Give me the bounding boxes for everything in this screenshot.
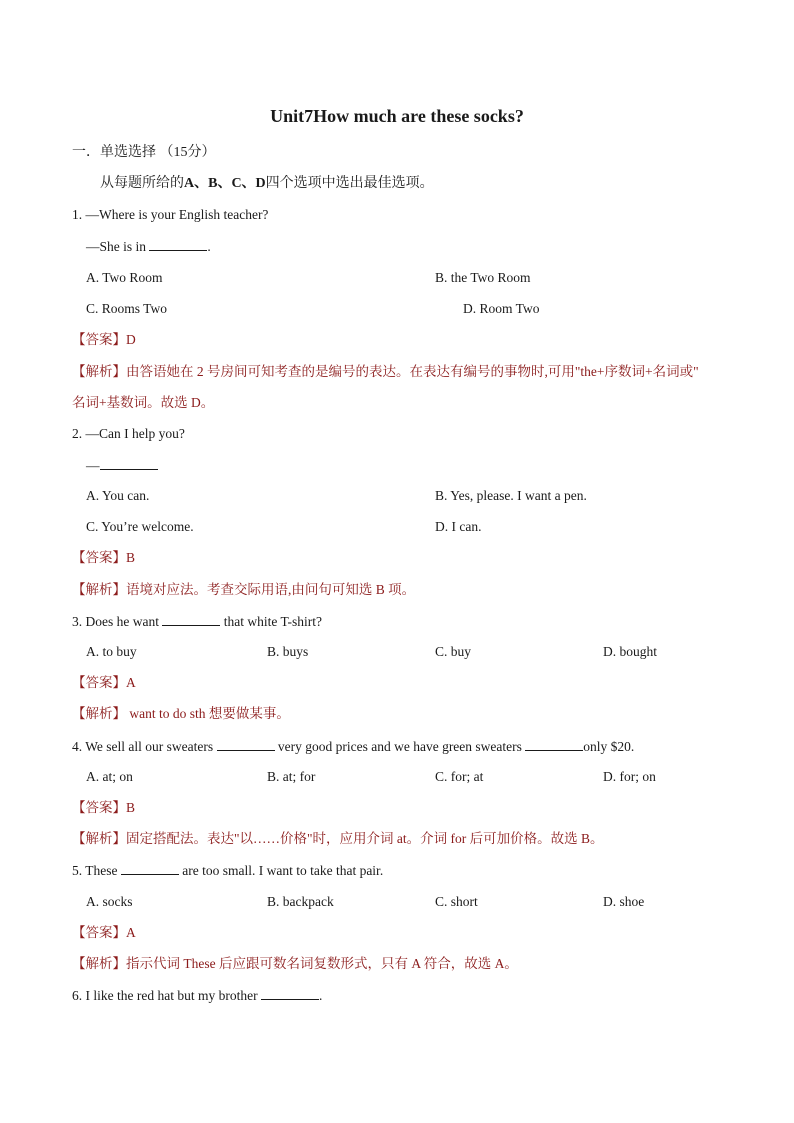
q4-stem-pre: 4. We sell all our sweaters (72, 739, 217, 754)
q2-line2-text: — (86, 458, 100, 473)
q1-option-b: B. the Two Room (435, 270, 531, 285)
answer-value: B (126, 800, 136, 815)
analysis-text: 由答语她在 2 号房间可知考查的是编号的表达。在表达有编号的事物时,可用"the+序数词+名词或" (126, 364, 699, 379)
page-title: Unit7How much are these socks? (270, 106, 524, 126)
q3-option-d: D. bought (603, 644, 657, 659)
q1-answer (72, 331, 136, 349)
q5-option-b: B. backpack (267, 894, 334, 909)
q2-answer (72, 549, 135, 567)
q1-analysis-cont: 名词+基数词。故选 D。 (72, 395, 215, 410)
q1-option-a: A. Two Room (86, 270, 163, 285)
q1-line2-text: —She is in (86, 239, 150, 254)
q2-option-a: A. You can. (86, 488, 150, 503)
q1-option-c: C. Rooms Two (86, 301, 167, 316)
answer-blank (217, 737, 275, 751)
q6-stem-pre: 6. I like the red hat but my brother (72, 988, 261, 1003)
instruction-pre: 从每题所给的 (100, 176, 184, 191)
instruction-post: 四个选项中选出最佳选项。 (265, 176, 434, 191)
q2-line2 (86, 456, 158, 475)
q4-option-d: D. for; on (603, 769, 656, 784)
q1-option-d: D. Room Two (463, 301, 540, 316)
q5-option-d: D. shoe (603, 894, 645, 909)
analysis-text: 固定搭配法。表达"以……价格"时，应用介词 at。介词 for 后可加价格。故选 B。 (126, 831, 604, 846)
q4-option-c: C. for; at (435, 769, 484, 784)
q2-analysis (72, 581, 415, 599)
q3-analysis (72, 705, 290, 723)
q3-stem-post: that white T-shirt? (220, 614, 322, 629)
q4-stem-post: only $20. (583, 739, 635, 754)
answer-label: 【答案】 (72, 675, 126, 690)
q6-stem-post: . (318, 988, 323, 1003)
answer-value: D (126, 332, 136, 347)
analysis-label: 【解析】 (72, 831, 126, 846)
section-heading: 一．单选选择 （15分） (72, 145, 216, 160)
q4-option-a: A. at; on (86, 769, 133, 784)
q3-option-b: B. buys (267, 644, 309, 659)
section-instruction (100, 175, 434, 193)
q2-option-c: C. You’re welcome. (86, 519, 194, 534)
q2-stem: 2. —Can I help you? (72, 426, 185, 441)
q1-line2 (86, 237, 211, 256)
q4-answer (72, 799, 135, 817)
answer-blank (162, 612, 220, 626)
answer-blank (121, 861, 179, 875)
answer-blank (100, 456, 158, 470)
q5-answer (72, 924, 136, 942)
q5-stem-post: are too small. I want to take that pair. (178, 863, 384, 878)
q1-line2-end: . (207, 239, 211, 254)
q6-stem (72, 986, 322, 1005)
q5-option-c: C. short (435, 894, 478, 909)
answer-label: 【答案】 (72, 332, 126, 347)
answer-label: 【答案】 (72, 925, 126, 940)
q4-stem-mid: very good prices and we have green sweaters (274, 739, 526, 754)
answer-blank (149, 237, 207, 251)
q2-option-b: B. Yes, please. I want a pen. (435, 488, 587, 503)
q1-analysis (72, 363, 699, 381)
analysis-text: want to do sth 想要做某事。 (126, 706, 290, 721)
q5-option-a: A. socks (86, 894, 133, 909)
q2-option-d: D. I can. (435, 519, 482, 534)
q5-analysis (72, 955, 518, 973)
answer-label: 【答案】 (72, 550, 126, 565)
answer-blank (261, 986, 319, 1000)
q5-stem-pre: 5. These (72, 863, 121, 878)
answer-label: 【答案】 (72, 800, 126, 815)
analysis-label: 【解析】 (72, 956, 126, 971)
answer-blank (525, 737, 583, 751)
analysis-text: 语境对应法。考查交际用语,由问句可知选 B 项。 (126, 582, 416, 597)
q3-option-c: C. buy (435, 644, 472, 659)
analysis-text: 指示代词 These 后应跟可数名词复数形式，只有 A 符合，故选 A。 (126, 956, 518, 971)
q4-option-b: B. at; for (267, 769, 316, 784)
answer-value: A (126, 675, 136, 690)
q3-stem (72, 612, 322, 631)
q4-stem (72, 737, 634, 756)
analysis-label: 【解析】 (72, 582, 126, 597)
q5-stem (72, 861, 383, 880)
analysis-label: 【解析】 (72, 364, 126, 379)
analysis-label: 【解析】 (72, 706, 126, 721)
q1-stem: 1. —Where is your English teacher? (72, 207, 269, 222)
answer-value: A (126, 925, 136, 940)
q3-stem-pre: 3. Does he want (72, 614, 163, 629)
answer-value: B (126, 550, 136, 565)
q3-option-a: A. to buy (86, 644, 137, 659)
q3-answer (72, 674, 136, 692)
q4-analysis (72, 830, 604, 848)
instruction-letters: A、B、C、D (184, 176, 266, 191)
